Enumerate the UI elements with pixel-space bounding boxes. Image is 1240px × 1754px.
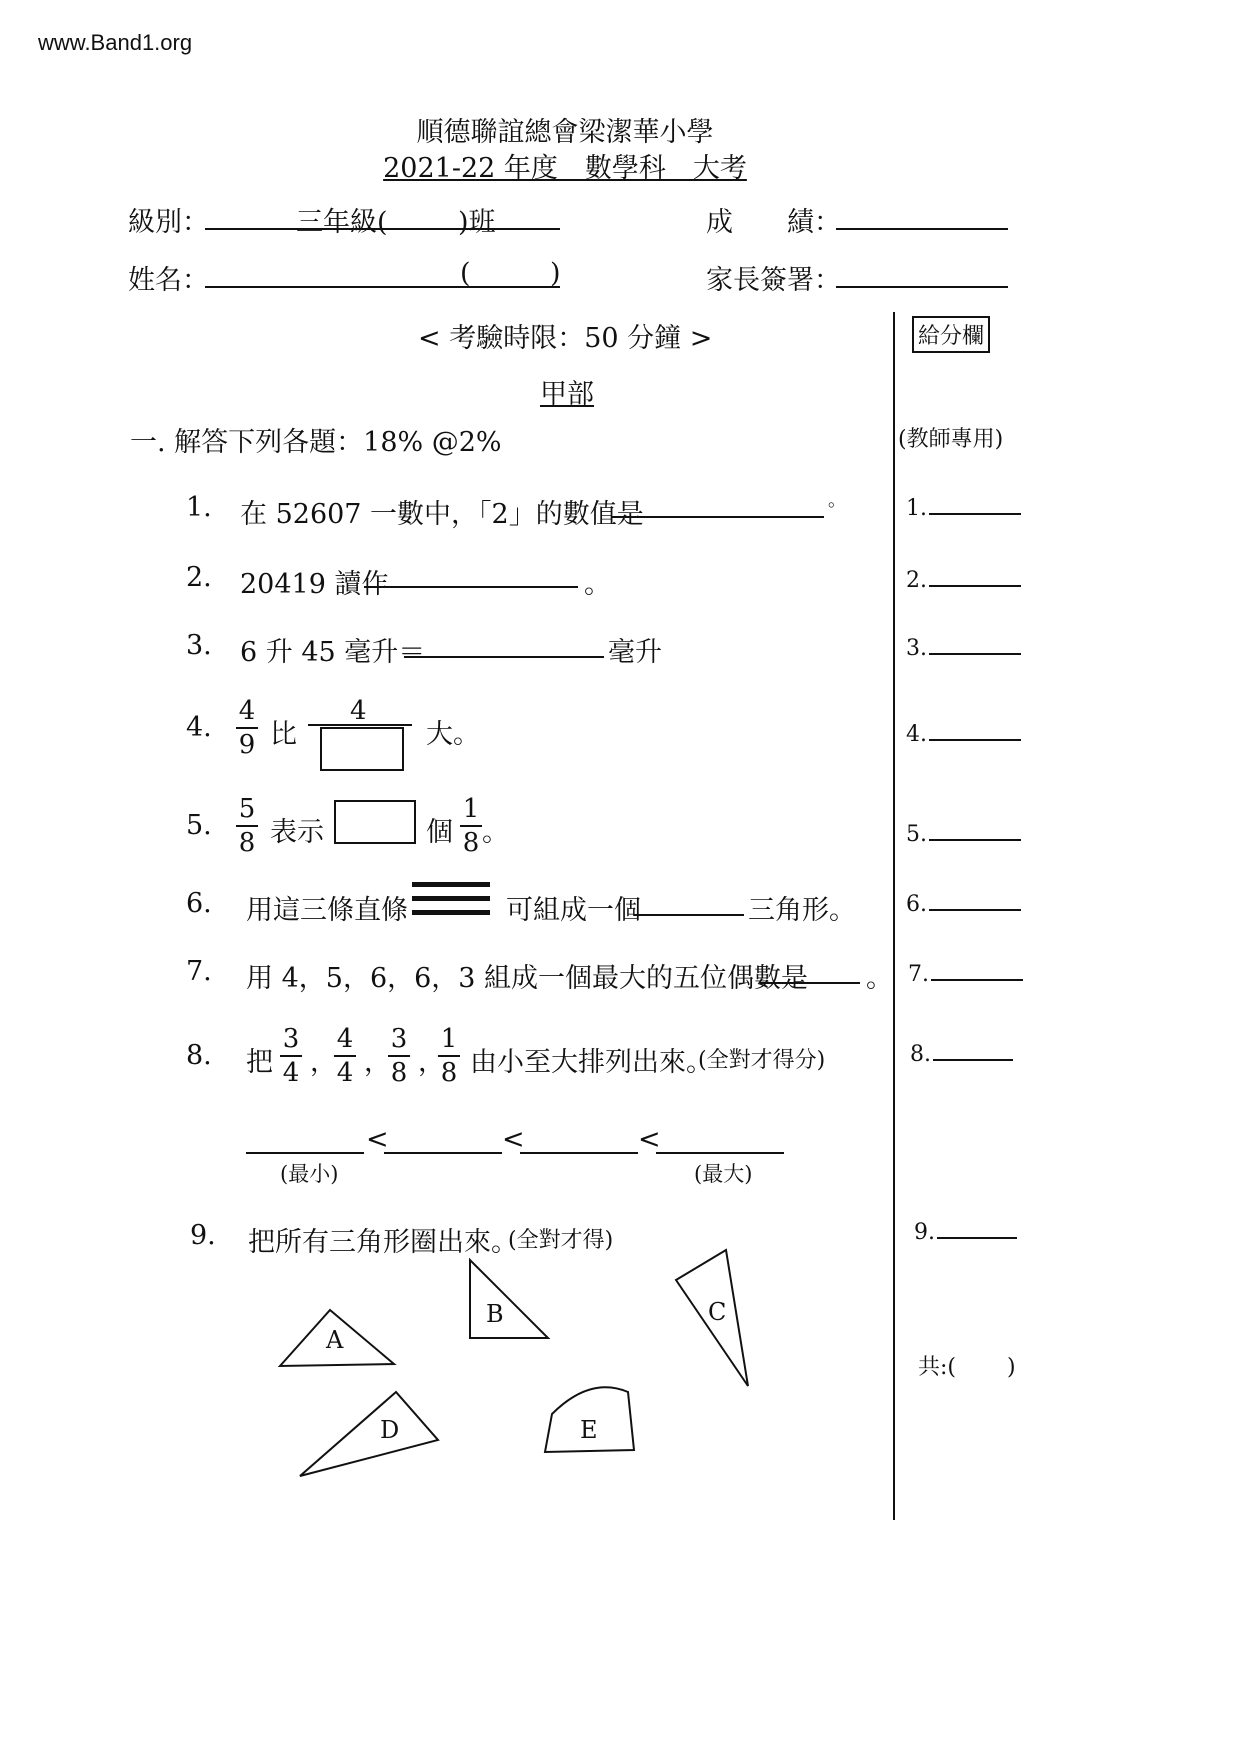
q6-number: 6.	[186, 888, 212, 919]
q8-frac2-numerator: 4	[336, 1024, 354, 1054]
q9-note: (全對才得)	[508, 1228, 614, 1253]
shape-c-label: C	[708, 1298, 727, 1326]
q4-number: 4.	[186, 712, 212, 743]
q6-mid: 可組成一個	[506, 895, 641, 926]
section-title: 甲部	[540, 379, 594, 410]
q8-sep-2: ，	[364, 1047, 391, 1078]
q4-end: 大。	[426, 719, 480, 750]
q5-frac-numerator: 5	[238, 794, 256, 824]
name-paren-open: (	[460, 258, 471, 289]
class-label: 級別：	[128, 207, 209, 238]
answer-slot-5[interactable]: 5.	[906, 822, 1021, 847]
marking-box: 給分欄	[912, 316, 990, 353]
q8-frac2-denominator: 4	[336, 1058, 354, 1088]
parent-signature-label: 家長簽署：	[706, 265, 841, 296]
q5-end: 。	[482, 817, 509, 848]
q6-end: 三角形。	[748, 895, 856, 926]
q1-number: 1.	[186, 492, 212, 523]
class-value: 三年級(	[296, 207, 388, 238]
q8-frac1-denominator: 4	[282, 1058, 300, 1088]
score-label: 成 績：	[706, 207, 841, 238]
q8-sep-1: ，	[310, 1047, 337, 1078]
q8-number: 8.	[186, 1040, 212, 1071]
q3-end: 毫升	[608, 637, 662, 668]
answer-slot-4[interactable]: 4.	[906, 722, 1021, 747]
time-limit: < 考驗時限：50 分鐘 >	[418, 323, 713, 354]
shape-e-label: E	[580, 1416, 598, 1444]
q3-text: 6 升 45 毫升＝	[240, 637, 426, 668]
q5-number: 5.	[186, 810, 212, 841]
q8-note: (全對才得分)	[698, 1048, 826, 1073]
answer-slot-2[interactable]: 2.	[906, 568, 1021, 593]
q8-smallest-label: (最小)	[280, 1162, 339, 1186]
q4-mid: 比	[270, 719, 297, 750]
q8-frac4-numerator: 1	[440, 1024, 458, 1054]
q8-frac3-numerator: 3	[390, 1024, 408, 1054]
shape-b-triangle[interactable]	[470, 1260, 548, 1338]
part-one-title: 一. 解答下列各題：18% @2%	[130, 427, 502, 458]
q5-after-box: 個	[426, 817, 453, 848]
q2-number: 2.	[186, 562, 212, 593]
q8-sep-3: ，	[418, 1047, 445, 1078]
q4-frac-denominator: 9	[238, 730, 256, 760]
total-score[interactable]: 共:( )	[918, 1355, 1016, 1380]
q3-number: 3.	[186, 630, 212, 661]
answer-slot-7[interactable]: 7.	[908, 962, 1023, 987]
class-suffix: )班	[458, 207, 496, 238]
q7-end: 。	[866, 963, 893, 994]
q8-lt-1: <	[366, 1124, 389, 1155]
exam-title: 2021-22 年度 數學科 大考	[383, 153, 747, 184]
q2-text: 20419 讀作	[240, 569, 389, 600]
q1-end: 。	[828, 490, 846, 511]
q9-number: 9.	[190, 1220, 216, 1251]
shape-a-label: A	[326, 1326, 344, 1354]
q8-text: 由小至大排列出來。	[470, 1047, 713, 1078]
shape-d-triangle[interactable]	[300, 1392, 438, 1476]
q5-frac2-denominator: 8	[462, 828, 480, 858]
q9-text: 把所有三角形圈出來。	[248, 1227, 518, 1258]
name-label: 姓名：	[128, 265, 209, 296]
name-paren-close: )	[550, 258, 561, 289]
site-watermark: www.Band1.org	[38, 30, 193, 55]
q5-frac2-numerator: 1	[462, 794, 480, 824]
q7-number: 7.	[186, 956, 212, 987]
answer-slot-8[interactable]: 8.	[910, 1042, 1013, 1067]
q8-lt-3: <	[638, 1124, 661, 1155]
q8-largest-label: (最大)	[694, 1162, 753, 1186]
q8-lead: 把	[246, 1047, 273, 1078]
q4-box-numerator: 4	[350, 696, 367, 726]
school-name: 順德聯誼總會梁潔華小學	[416, 117, 714, 148]
q5-frac-denominator: 8	[238, 828, 256, 858]
answer-slot-1[interactable]: 1.	[906, 496, 1021, 521]
q1-text: 在 52607 一數中，「2」的數值是	[240, 499, 644, 530]
q6-text: 用這三條直條	[246, 895, 408, 926]
q8-lt-2: <	[502, 1124, 525, 1155]
answer-slot-3[interactable]: 3.	[906, 636, 1021, 661]
q8-frac4-denominator: 8	[440, 1058, 458, 1088]
q8-frac1-numerator: 3	[282, 1024, 300, 1054]
q5-mid: 表示	[270, 817, 324, 848]
answer-slot-6[interactable]: 6.	[906, 892, 1021, 917]
q7-text: 用 4，5，6，6，3 組成一個最大的五位偶數是	[246, 963, 809, 994]
q2-end: 。	[584, 569, 611, 600]
q4-frac-numerator: 4	[238, 696, 256, 726]
shape-d-label: D	[380, 1416, 400, 1444]
teacher-only-label: (教師專用)	[898, 427, 1004, 452]
answer-slot-9[interactable]: 9.	[914, 1220, 1017, 1245]
shape-b-label: B	[486, 1300, 504, 1328]
q8-frac3-denominator: 8	[390, 1058, 408, 1088]
